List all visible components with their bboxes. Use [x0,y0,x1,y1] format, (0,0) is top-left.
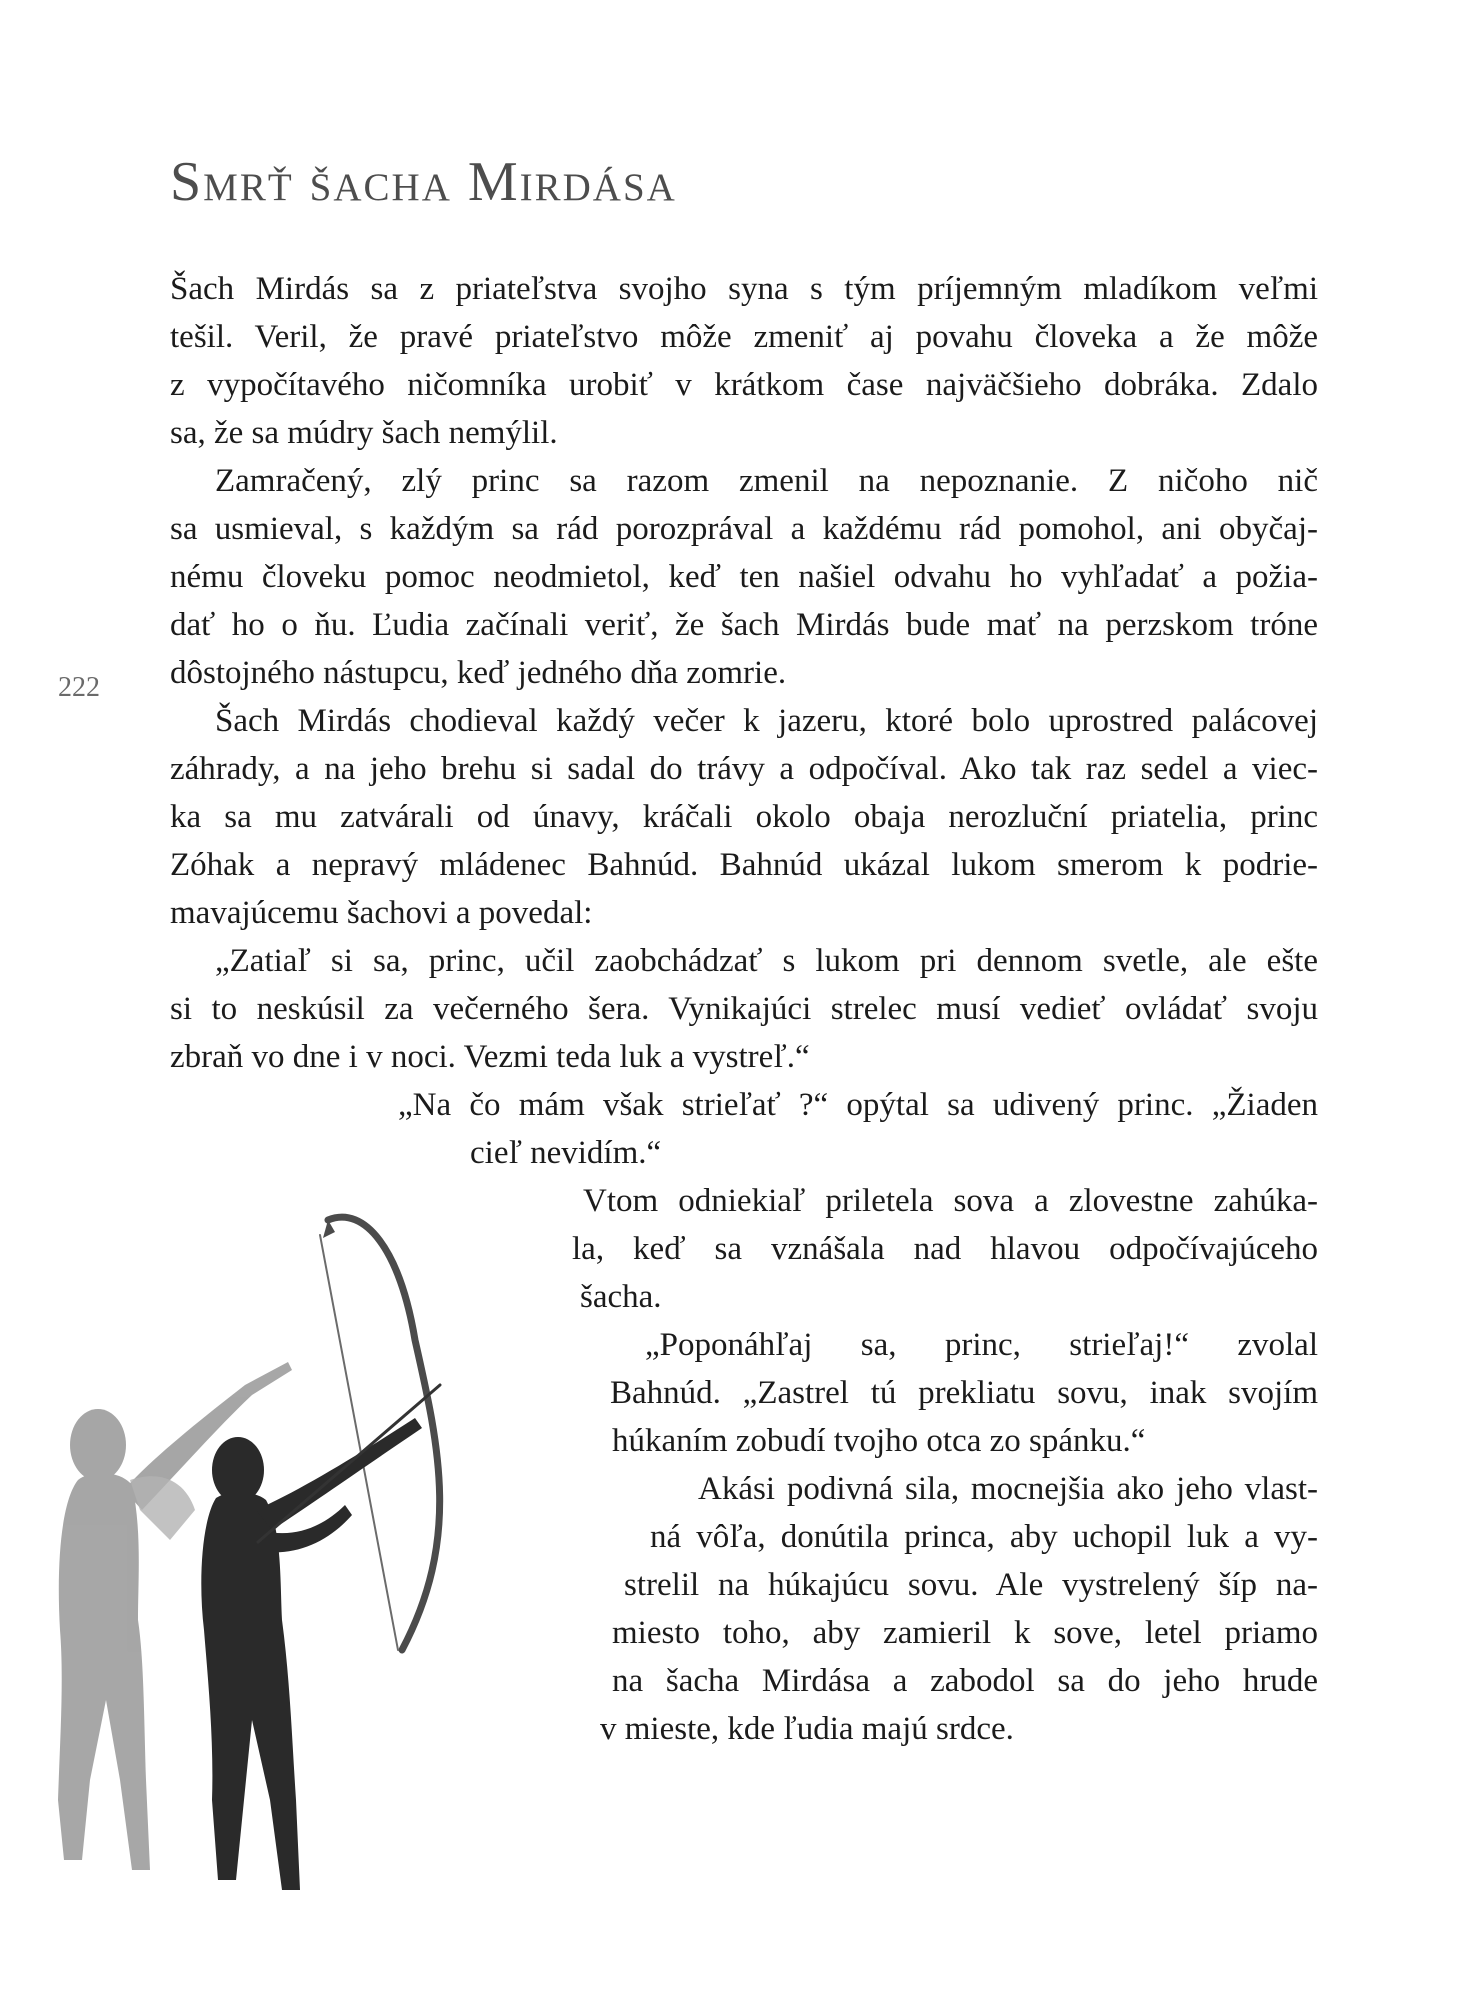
page-number: 222 [58,672,100,703]
text-line: cieľ nevidím.“ [470,1135,662,1171]
text-line: Šach Mirdás sa z priateľstva svojho syna s tým príjemným mladíkom veľmi [170,271,1318,307]
text-line: si to neskúsil za večerného šera. Vynikajúci strelec musí vedieť ovládať svoju [170,991,1318,1027]
arrow-icon [258,1385,440,1542]
text-line: Zamračený, zlý princ sa razom zmenil na nepoznanie. Z ničoho nič [215,463,1318,499]
text-line: Akási podivná sila, mocnejšia ako jeho vlast- [698,1471,1318,1507]
text-line: húkaním zobudí tvojho otca zo spánku.“ [612,1423,1146,1459]
text-line: „Poponáhľaj sa, princ, strieľaj!“ zvolal [645,1327,1318,1363]
archer-silhouettes-illustration [20,1180,580,1980]
text-line: „Zatiaľ si sa, princ, učil zaobchádzať s lukom pri dennom svetle, ale ešte [215,943,1318,979]
text-line: miesto toho, aby zamieril k sove, letel priamo [612,1615,1318,1651]
text-line: dať ho o ňu. Ľudia začínali veriť, že šach Mirdás bude mať na perzskom tróne [170,607,1318,643]
text-line: dôstojného nástupcu, keď jedného dňa zomrie. [170,655,787,691]
text-line: sa usmieval, s každým sa rád porozprával a každému rád pomohol, ani obyčaj- [170,511,1318,547]
text-line: z vypočítavého ničomníka urobiť v krátkom čase najväčšieho dobráka. Zdalo [170,367,1318,403]
text-line: ná vôľa, donútila princa, aby uchopil luk a vy- [650,1519,1318,1555]
text-line: Zóhak a nepravý mládenec Bahnúd. Bahnúd ukázal lukom smerom k podrie- [170,847,1318,883]
chapter-title: Smrť šacha Mirdása [170,151,677,213]
text-line: Vtom odniekiaľ priletela sova a zlovestne zahúka- [583,1183,1318,1219]
text-line: záhrady, a na jeho brehu si sadal do trávy a odpočíval. Ako tak raz sedel a viec- [170,751,1318,787]
bow-icon [320,1217,440,1650]
text-line: la, keď sa vznášala nad hlavou odpočívajúceho [572,1231,1318,1267]
text-line: šacha. [580,1279,662,1315]
text-line: strelil na húkajúcu sovu. Ale vystrelený šíp na- [624,1567,1318,1603]
text-line: ka sa mu zatvárali od únavy, kráčali okolo obaja nerozluční priatelia, princ [170,799,1318,835]
text-line: nému človeku pomoc neodmietol, keď ten našiel odvahu ho vyhľadať a požia- [170,559,1318,595]
text-line: na šacha Mirdása a zabodol sa do jeho hrude [612,1663,1318,1699]
text-line: mavajúcemu šachovi a povedal: [170,895,593,931]
text-line: zbraň vo dne i v noci. Vezmi teda luk a vystreľ.“ [170,1039,810,1075]
text-line: Šach Mirdás chodieval každý večer k jazeru, ktoré bolo uprostred palácovej [215,703,1318,739]
text-line: v mieste, kde ľudia majú srdce. [600,1711,1014,1747]
text-line: sa, že sa múdry šach nemýlil. [170,415,558,451]
archer-figure-silhouette [201,1418,422,1890]
text-line: Bahnúd. „Zastrel tú prekliatu sovu, inak svojím [610,1375,1318,1411]
text-line: „Na čo mám však strieľať ?“ opýtal sa udivený princ. „Žiaden [398,1087,1318,1123]
text-line: tešil. Veril, že pravé priateľstvo môže zmeniť aj povahu človeka a že môže [170,319,1318,355]
